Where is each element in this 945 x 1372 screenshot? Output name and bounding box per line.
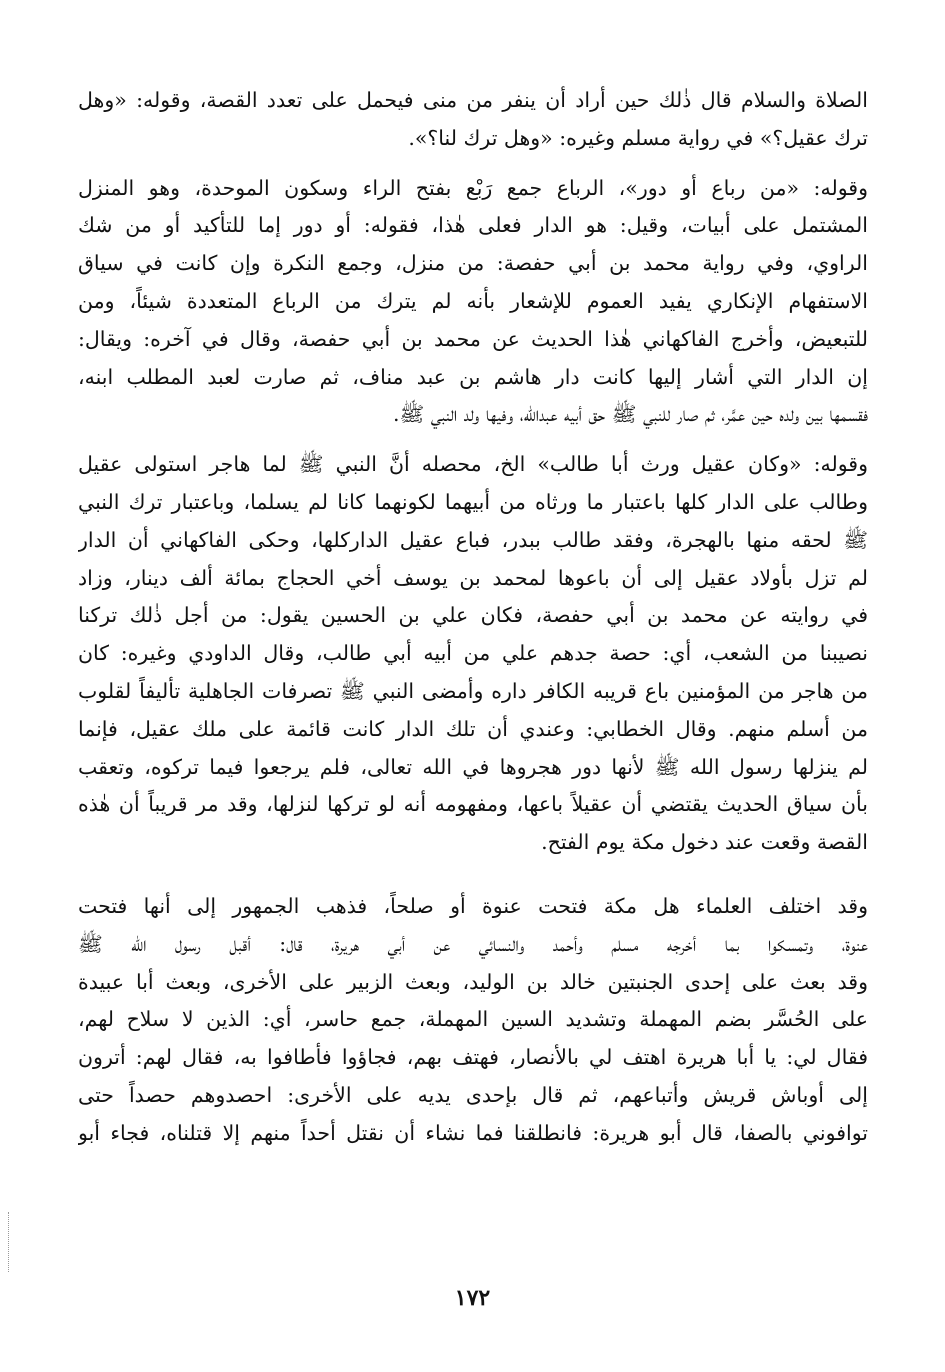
text-line: المشتمل على أبيات، وقيل: هو الدار فعلى هٰذا، فقوله: أو دور إما للتأكيد أو من شك	[78, 213, 868, 238]
text-line: لم تزل بأولاد عقيل إلى أن باعوها لمحمد بن يوسف أخي الحجاج بمائة ألف دينار، وزاد	[78, 565, 868, 590]
text-line: فقال لي: يا أبا هريرة اهتف لي بالأنصار، فهتف بهم، فجاؤوا فأطافوا به، فقال لهم: أترون	[78, 1045, 868, 1070]
paragraph-1	[78, 82, 868, 158]
page-number: ١٧٢	[454, 1285, 491, 1311]
paragraph-3	[78, 446, 868, 862]
paragraph-2	[78, 170, 868, 435]
text-line: فقسمها بين ولده حين عمَّر، ثم صار للنبي ﷺ حق أبيه عبدالله، وفيها ولد النبي ﷺ.	[392, 402, 868, 427]
paragraph-4	[78, 888, 868, 1153]
text-line: للتبعيض، وأخرج الفاكهاني هٰذا الحديث عن محمد بن أبي حفصة، وقال في آخره: ويقال:	[78, 326, 868, 351]
text-line: إلى أوباش قريش وأتباعهم، ثم قال بإحدى يديه على الأخرى: احصدوهم حصداً حتى	[78, 1082, 868, 1107]
text-line: القصة وقعت عند دخول مكة يوم الفتح.	[541, 830, 868, 855]
text-line: نصيبنا من الشعب، أي: حصة جدهم علي من أبيه أبي طالب، وقال الداودي وغيره: كان	[78, 641, 868, 666]
text-line: عنوة، وتمسكوا بما أخرجه مسلم وأحمد والنسائي عن أبي هريرة، قال: أقبل رسول الله ﷺ	[78, 931, 868, 956]
text-line: وقد اختلف العلماء هل مكة فتحت عنوة أو صلحاً، فذهب الجمهور إلى أنها فتحت	[78, 893, 868, 918]
text-line: وقد بعث على إحدى الجنبتين خالد بن الوليد، وبعث الزبير على الأخرى، وبعث أبا عبيدة	[78, 969, 868, 994]
margin-dots	[8, 1212, 12, 1272]
text-line: ﷺ لحقه منها بالهجرة، وفقد طالب ببدر، فباع عقيل الداركلها، وحكى الفاكهاني أن الدار	[78, 527, 868, 552]
text-line: الاستفهام الإنكاري يفيد العموم للإشعار بأنه لم يترك من الرباع المتعددة شيئاً، ومن	[78, 288, 868, 313]
text-line: وقوله: «وكان عقيل ورث أبا طالب» الخ، محصله أنَّ النبي ﷺ لما هاجر استولى عقيل	[78, 452, 868, 477]
text-line: لم ينزلها رسول الله ﷺ لأنها دور هجروها في الله تعالى، فلم يرجعوا فيما تركوه، وتعقب	[78, 754, 868, 779]
text-line: ترك عقيل؟» في رواية مسلم وغيره: «وهل ترك لنا؟».	[408, 125, 868, 150]
text-line: على الحُسَّر بضم المهملة وتشديد السين المهملة، جمع حاسر، أي: الذين لا سلاح لهم،	[78, 1007, 868, 1032]
text-line: إن الدار التي أشار إليها كانت دار هاشم بن عبد مناف، ثم صارت لعبد المطلب ابنه،	[78, 364, 868, 389]
text-line: وقوله: «من رباع أو دور»، الرباع جمع رَبْع بفتح الراء وسكون الموحدة، وهو المنزل	[78, 175, 868, 200]
text-line: وطالب على الدار كلها باعتبار ما ورثاه من أبيهما لكونهما كانا لم يسلما، وباعتبار ترك النبي	[78, 489, 868, 514]
text-line: من هاجر من المؤمنين باع قريبه الكافر داره وأمضى النبي ﷺ تصرفات الجاهلية تأليفاً لقلوب	[78, 678, 868, 703]
text-line: الراوي، وفي رواية محمد بن أبي حفصة: من منزل، وجمع النكرة وإن كانت في سياق	[78, 251, 868, 276]
text-line: في روايته عن محمد بن أبي حفصة، فكان علي بن الحسين يقول: من أجل ذٰلك تركنا	[78, 603, 868, 628]
text-line: من أسلم منهم. وقال الخطابي: وعندي أن تلك الدار كانت قائمة على ملك عقيل، فإنما	[78, 716, 868, 741]
text-line: توافوني بالصفا، قال أبو هريرة: فانطلقنا فما نشاء أن نقتل أحداً منهم إلا قتلناه، فجاء أبو	[78, 1120, 868, 1145]
text-line: بأن سياق الحديث يقتضي أن عقيلاً باعها، ومفهومه أنه لو تركها لنزلها، وقد مر قريباً أن هٰذه	[78, 792, 868, 817]
body-text	[78, 82, 868, 1165]
text-line: الصلاة والسلام قال ذٰلك حين أراد أن ينفر من منى فيحمل على تعدد القصة، وقوله: «وهل	[78, 88, 868, 112]
